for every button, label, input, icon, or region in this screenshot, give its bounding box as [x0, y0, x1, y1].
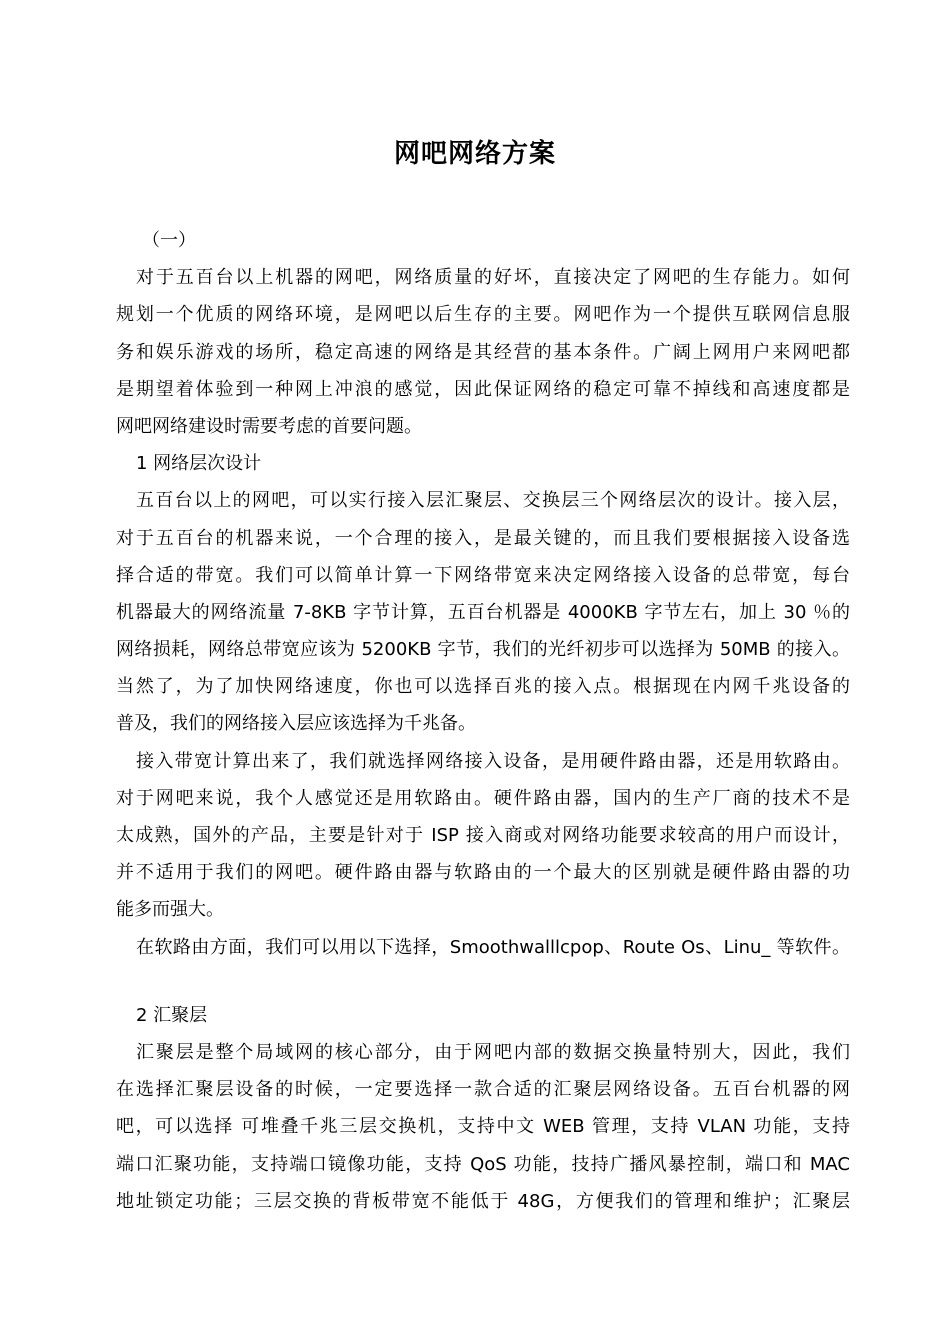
section-intro: （一） [142, 230, 196, 251]
paragraph-line: 对于网吧来说，我个人感觉还是用软路由。硬件路由器，国内的生产厂商的技术不是 [116, 787, 850, 809]
paragraph-intro [116, 259, 850, 445]
paragraph-soft-router [116, 929, 850, 966]
paragraph-line: 并不适用于我们的网吧。硬件路由器与软路由的一个最大的区别就是硬件路由器的功 [116, 862, 850, 884]
paragraph-line: 在选择汇聚层设备的时候，一定要选择一款合适的汇聚层网络设备。五百台机器的网 [116, 1079, 850, 1101]
paragraph-line: 规划一个优质的网络环境，是网吧以后生存的主要。网吧作为一个提供互联网信息服 [116, 304, 850, 326]
paragraph-line: 地址锁定功能；三层交换的背板带宽不能低于 48G，方便我们的管理和维护；汇聚层 [116, 1190, 850, 1212]
paragraph-aggregation [116, 1034, 850, 1220]
document-body [116, 222, 850, 1220]
paragraph-line: 对于五百台以上机器的网吧，网络质量的好坏，直接决定了网吧的生存能力。如何 [136, 267, 850, 289]
paragraph-line: 当然了，为了加快网络速度，你也可以选择百兆的接入点。根据现在内网千兆设备的 [116, 676, 850, 698]
paragraph-line: 汇聚层是整个局域网的核心部分，由于网吧内部的数据交换量特别大，因此，我们 [136, 1041, 850, 1063]
paragraph-line: 务和娱乐游戏的场所，稳定高速的网络是其经营的基本条件。广阔上网用户来网吧都 [116, 341, 850, 363]
paragraph-line: 端口汇聚功能，支持端口镜像功能，支持 QoS 功能，技持广播风暴控制，端口和 MAC [116, 1153, 850, 1175]
paragraph-layer-design [116, 482, 850, 742]
paragraph-line: 太成熟，国外的产品，主要是针对于 ISP 接入商或对网络功能要求较高的用户而设计， [116, 825, 850, 846]
page-title: 网吧网络方案 [393, 139, 556, 169]
paragraph-line: 五百台以上的网吧，可以实行接入层汇聚层、交换层三个网络层次的设计。接入层， [136, 490, 850, 512]
paragraph-line: 能多而强大。 [116, 899, 224, 921]
section-heading-aggregation: 2 汇聚层 [136, 1004, 208, 1026]
paragraph-line: 是期望着体验到一种网上冲浪的感觉，因此保证网络的稳定可靠不掉线和高速度都是 [116, 378, 850, 400]
paragraph-line: 在软路由方面，我们可以用以下选择，Smoothwalllcpop、Route Os、Linu_ 等软件。 [136, 936, 850, 958]
paragraph-line: 机器最大的网络流量 7-8KB 字节计算，五百台机器是 4000KB 字节左右，加上 30 ％的 [116, 601, 850, 623]
paragraph-line: 择合适的带宽。我们可以简单计算一下网络带宽来决定网络接入设备的总带宽，每台 [116, 564, 850, 586]
paragraph-line: 接入带宽计算出来了，我们就选择网络接入设备，是用硬件路由器，还是用软路由。 [136, 750, 850, 772]
paragraph-gap [116, 966, 850, 997]
paragraph-line: 对于五百台的机器来说，一个合理的接入，是最关键的，而且我们要根据接入设备选 [116, 527, 850, 549]
paragraph-line: 普及，我们的网络接入层应该选择为千兆备。 [116, 713, 476, 735]
paragraph-line: 网络损耗，网络总带宽应该为 5200KB 字节，我们的光纤初步可以选择为 50MB 的接入。 [116, 639, 850, 661]
paragraph-line: 网吧网络建设时需要考虑的首要问题。 [116, 415, 422, 437]
paragraph-line: 吧，可以选择 可堆叠千兆三层交换机，支持中文 WEB 管理，支持 VLAN 功能，支持 [116, 1116, 850, 1138]
paragraph-access-device [116, 743, 850, 929]
section-heading-network-layers: 1 网络层次设计 [136, 453, 262, 475]
